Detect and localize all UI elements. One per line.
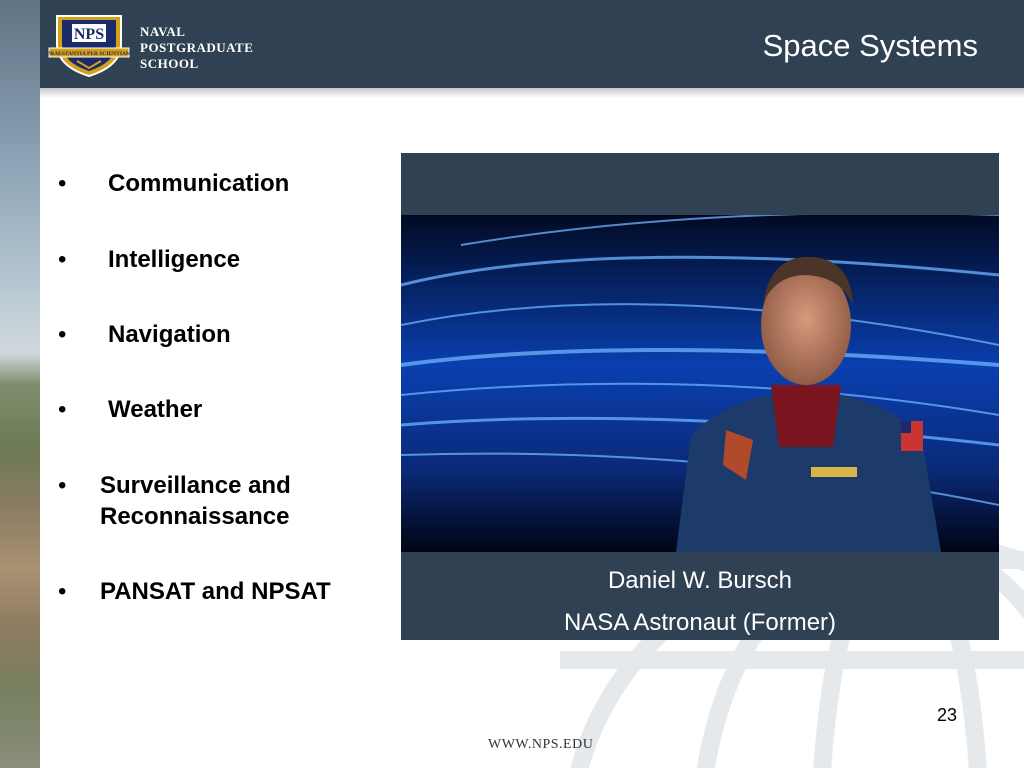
list-item-label-line: Surveillance and xyxy=(100,472,291,499)
caption-role: NASA Astronaut (Former) xyxy=(563,609,837,636)
logo-text: NPS xyxy=(73,26,105,43)
header-shadow xyxy=(40,88,1024,98)
school-name-line: SCHOOL xyxy=(140,56,199,71)
list-item-label: Navigation xyxy=(108,321,231,348)
caption-name: Daniel W. Bursch xyxy=(607,567,793,594)
bullet-dot: • xyxy=(58,472,67,499)
footer-url[interactable]: WWW.NPS.EDU xyxy=(488,737,594,752)
school-name-line: NAVAL xyxy=(140,24,186,39)
campus-photo-strip xyxy=(0,0,40,768)
list-item-label: PANSAT and NPSAT xyxy=(100,578,331,605)
school-name-line: POSTGRADUATE xyxy=(140,40,254,55)
slide-title: Space Systems xyxy=(762,28,978,63)
bullet-dot: • xyxy=(58,321,67,348)
video-frame xyxy=(401,215,999,552)
list-item-label: Communication xyxy=(108,170,290,197)
list-item-label: Weather xyxy=(108,396,203,423)
nps-logo-icon xyxy=(47,14,131,78)
list-item-label xyxy=(100,470,291,532)
page-number: 23 xyxy=(937,705,958,725)
school-name xyxy=(140,24,253,72)
bullet-dot: • xyxy=(58,396,67,423)
astronaut-video[interactable] xyxy=(401,215,999,552)
bullet-dot: • xyxy=(58,170,67,197)
logo-motto: PRAESTANTIA PER SCIENTIAM xyxy=(47,51,131,57)
bullet-dot: • xyxy=(58,578,67,605)
list-item-label-line: Reconnaissance xyxy=(100,503,290,530)
bullet-dot: • xyxy=(58,246,67,273)
list-item-label: Intelligence xyxy=(108,246,241,273)
video-caption xyxy=(401,560,999,644)
